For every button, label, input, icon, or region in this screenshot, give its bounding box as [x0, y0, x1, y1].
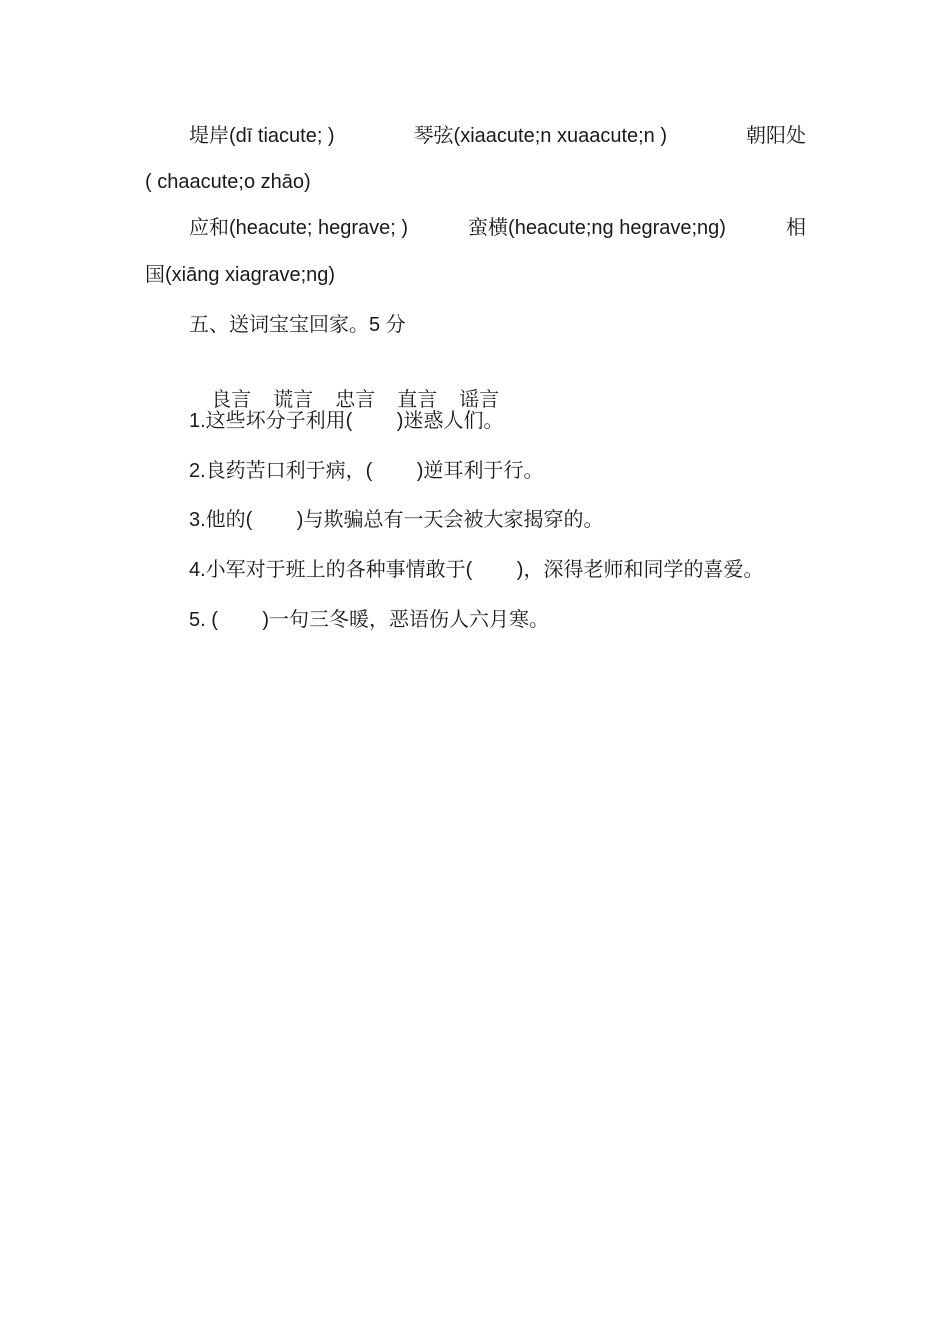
- pinyin-item-manheng: 蛮横(heacute;ng hegrave;ng): [468, 217, 726, 239]
- pinyin-row-1-wrap: ( chaacute;o zhāo): [145, 171, 311, 193]
- question-3: 3.他的( )与欺骗总有一天会被大家揭穿的。: [189, 509, 604, 531]
- pinyin-item-qinxian: 琴弦(xiaacute;n xuaacute;n ): [413, 125, 668, 147]
- question-5: 5. ( )一句三冬暖，恶语伤人六月寒。: [189, 609, 550, 631]
- pinyin-row-2: [189, 215, 806, 241]
- word-bank-item: 忠言: [335, 389, 376, 411]
- question-1: 1.这些坏分子利用( )迷惑人们。: [189, 410, 504, 432]
- word-bank-item: 直言: [397, 389, 438, 411]
- word-bank-item: 谣言: [459, 389, 500, 411]
- section-5-title: 五、送词宝宝回家。5 分: [189, 314, 406, 336]
- pinyin-item-diaan: 堤岸(dī tiacute; ): [189, 125, 335, 147]
- pinyin-row-1: [189, 123, 806, 149]
- question-2: 2.良药苦口利于病，( )逆耳利于行。: [189, 460, 544, 482]
- pinyin-row-2-wrap: 国(xiāng xiagrave;ng): [145, 264, 336, 286]
- pinyin-item-chaoyangchu-head: 朝阳处: [745, 125, 806, 147]
- word-bank-item: 良言: [211, 389, 252, 411]
- pinyin-item-xiangguo-head: 相: [786, 217, 806, 239]
- word-bank-item: 谎言: [273, 389, 314, 411]
- question-4: 4.小军对于班上的各种事情敢于( )，深得老师和同学的喜爱。: [189, 559, 764, 581]
- pinyin-item-yinghe: 应和(heacute; hegrave; ): [189, 217, 408, 239]
